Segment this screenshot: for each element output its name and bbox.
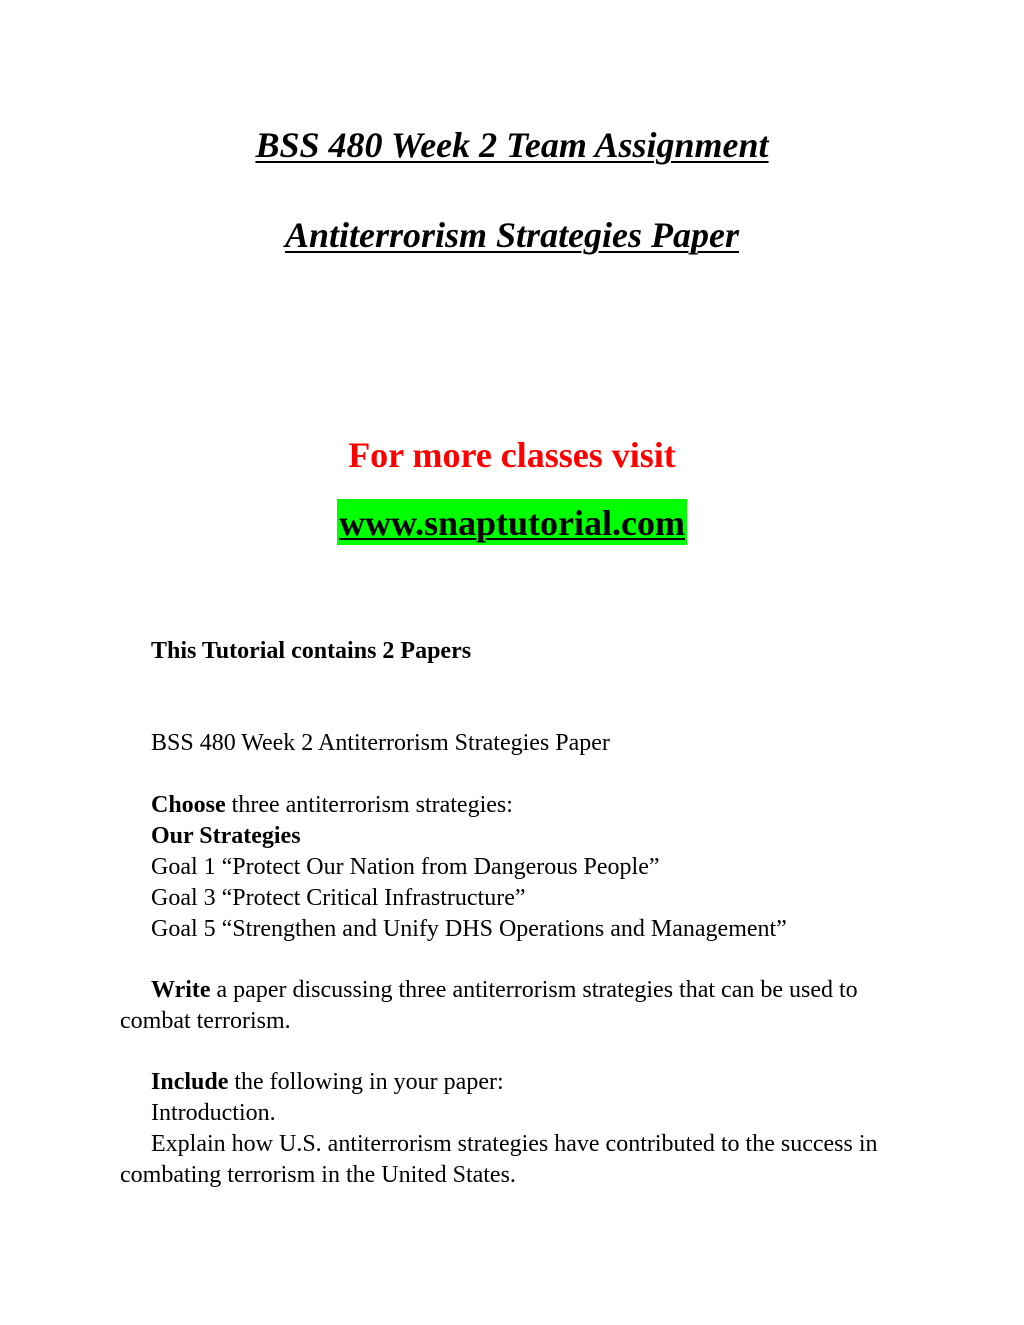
- write-instruction: [120, 975, 900, 1037]
- write-text: a paper discussing three antiterrorism strategies that can be used to combat terrorism.: [120, 977, 858, 1034]
- include-keyword: Include: [151, 1069, 229, 1095]
- choose-instruction: [151, 790, 513, 821]
- strategies-heading: Our Strategies: [151, 823, 301, 849]
- explain-item: Explain how U.S. antiterrorism strategies have contributed to the success in combating terrorism in the United States.: [120, 1131, 878, 1188]
- document-subtitle: Antiterrorism Strategies Paper: [284, 215, 740, 255]
- document-title: BSS 480 Week 2 Team Assignment: [255, 125, 769, 165]
- goal-item: Goal 1 “Protect Our Nation from Dangerous People”: [151, 854, 660, 880]
- introduction-item: Introduction.: [151, 1100, 276, 1126]
- promo-link-container: [0, 499, 1024, 545]
- goal-item: Goal 5 “Strengthen and Unify DHS Operations and Management”: [151, 916, 787, 942]
- include-text: the following in your paper:: [228, 1069, 504, 1095]
- promo-text: For more classes visit: [348, 435, 676, 475]
- choose-text: three antiterrorism strategies:: [225, 792, 513, 818]
- choose-keyword: Choose: [151, 792, 226, 818]
- write-keyword: Write: [151, 977, 211, 1003]
- tutorial-note: This Tutorial contains 2 Papers: [151, 638, 472, 664]
- promo-link[interactable]: www.snaptutorial.com: [337, 499, 687, 545]
- goal-item: Goal 3 “Protect Critical Infrastructure”: [151, 885, 526, 911]
- include-instruction: [151, 1067, 504, 1098]
- paper-title: BSS 480 Week 2 Antiterrorism Strategies Paper: [151, 730, 610, 756]
